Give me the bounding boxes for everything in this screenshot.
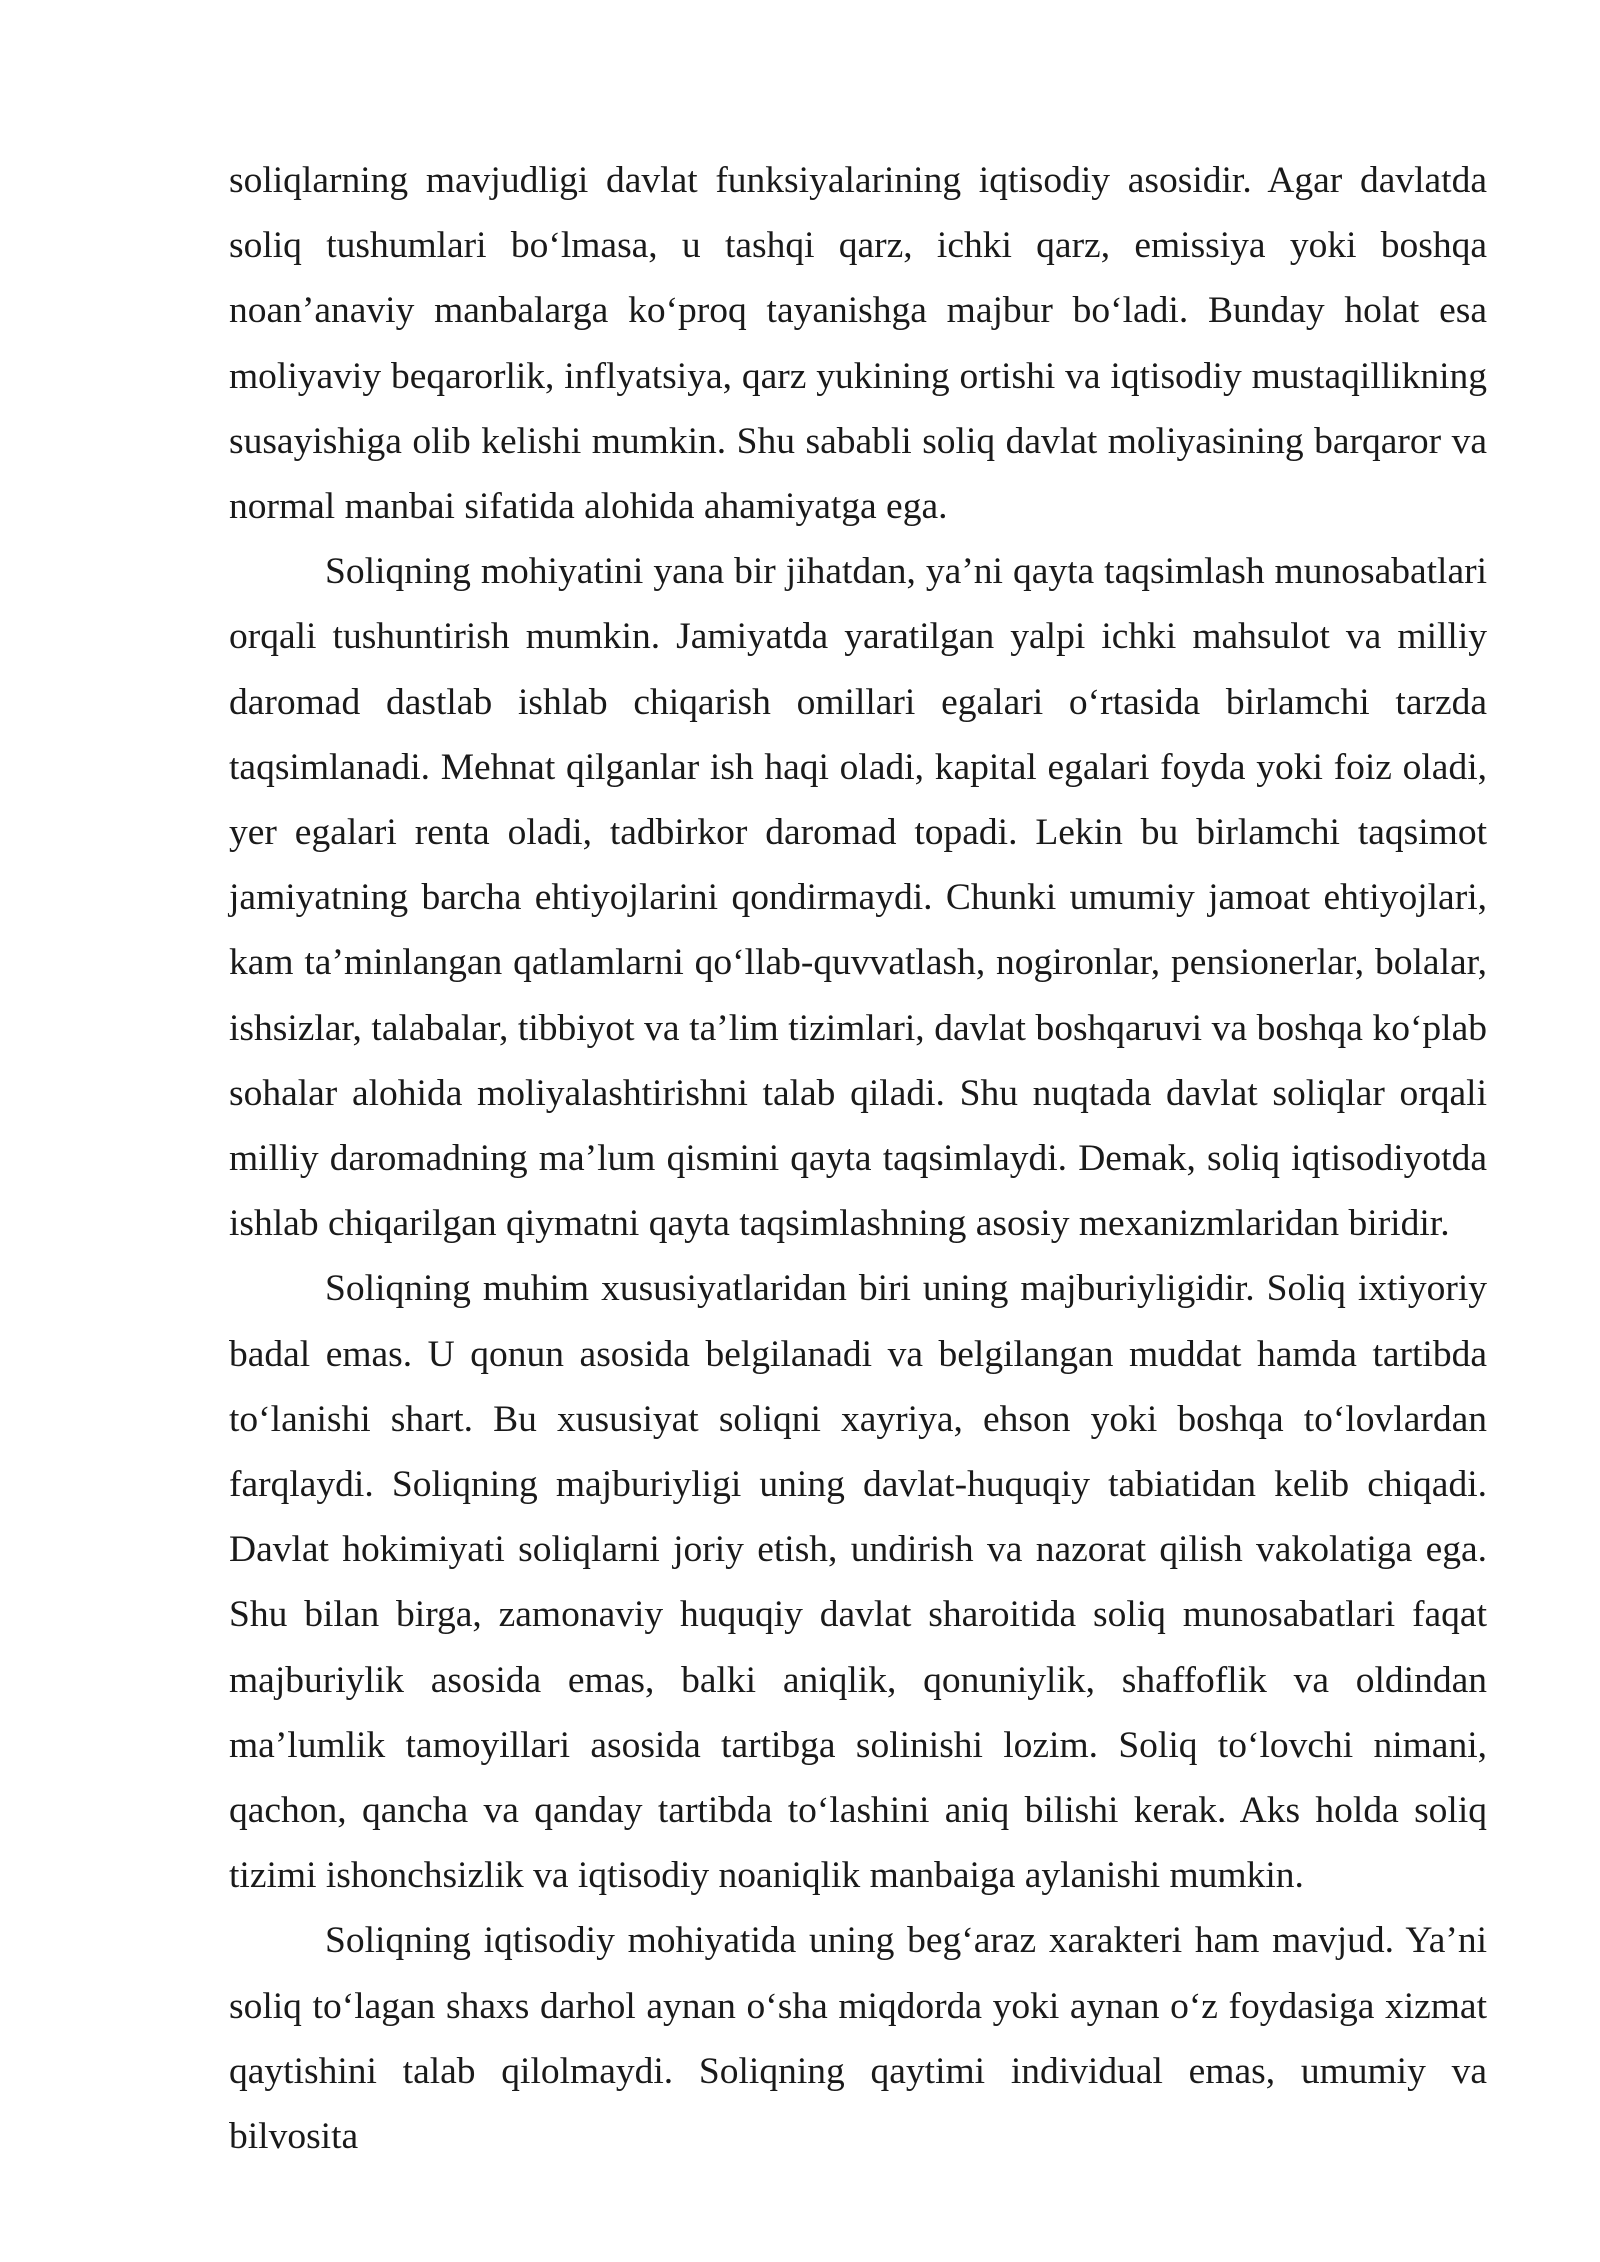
paragraph-4: Soliqning iqtisodiy mohiyatida uning beg‘araz xarakteri ham mavjud. Ya’ni soliq to‘lagan shaxs darhol aynan o‘sha miqdorda yoki aynan o‘z foydasiga xizmat qaytishini talab qilolmaydi. Soliqning qaytimi individual emas, umumiy va bilvosita: [229, 1920, 1487, 2158]
paragraph-2: Soliqning mohiyatini yana bir jihatdan, ya’ni qayta taqsimlash munosabatlari orqali tushuntirish mumkin. Jamiyatda yaratilgan yalpi ichki mahsulot va milliy daromad dastlab ishlab chiqarish omillari egalari o‘rtasida birlamchi tarzda taqsimlanadi. Mehnat qilganlar ish haqi oladi, kapital egalari foyda yoki foiz oladi, yer egalari renta oladi, tadbirkor daromad topadi. Lekin bu birlamchi taqsimot jamiyatning barcha ehtiyojlarini qondirmaydi. Chunki umumiy jamoat ehtiyojlari, kam ta’minlangan qatlamlarni qo‘llab-quvvatlash, nogironlar, pensionerlar, bolalar, ishsizlar, talabalar, tibbiyot va ta’lim tizimlari, davlat boshqaruvi va boshqa ko‘plab sohalar alohida moliyalashtirishni talab qiladi. Shu nuqtada davlat soliqlar orqali milliy daromadning ma’lum qismini qayta taqsimlaydi. Demak, soliq iqtisodiyotda ishlab chiqarilgan qiymatni qayta taqsimlashning asosiy mexanizmlaridan biridir.: [229, 551, 1487, 1245]
paragraph-3: Soliqning muhim xususiyatlaridan biri uning majburiyligidir. Soliq ixtiyoriy badal emas. U qonun asosida belgilanadi va belgilangan muddat hamda tartibda to‘lanishi shart. Bu xususiyat soliqni xayriya, ehson yoki boshqa to‘lovlardan farqlaydi. Soliqning majburiyligi uning davlat-huquqiy tabiatidan kelib chiqadi. Davlat hokimiyati soliqlarni joriy etish, undirish va nazorat qilish vakolatiga ega. Shu bilan birga, zamonaviy huquqiy davlat sharoitida soliq munosabatlari faqat majburiylik asosida emas, balki aniqlik, qonuniylik, shaffoflik va oldindan ma’lumlik tamoyillari asosida tartibga solinishi lozim. Soliq to‘lovchi nimani, qachon, qancha va qanday tartibda to‘lashini aniq bilishi kerak. Aks holda soliq tizimi ishonchsizlik va iqtisodiy noaniqlik manbaiga aylanishi mumkin.: [229, 1268, 1487, 1897]
document-body: [229, 148, 1487, 2169]
paragraph-1: soliqlarning mavjudligi davlat funksiyalarining iqtisodiy asosidir. Agar davlatda soliq tushumlari bo‘lmasa, u tashqi qarz, ichki qarz, emissiya yoki boshqa noan’anaviy manbalarga ko‘proq tayanishga majbur bo‘ladi. Bunday holat esa moliyaviy beqarorlik, inflyatsiya, qarz yukining ortishi va iqtisodiy mustaqillikning susayishiga olib kelishi mumkin. Shu sababli soliq davlat moliyasining barqaror va normal manbai sifatida alohida ahamiyatga ega.: [229, 160, 1487, 528]
